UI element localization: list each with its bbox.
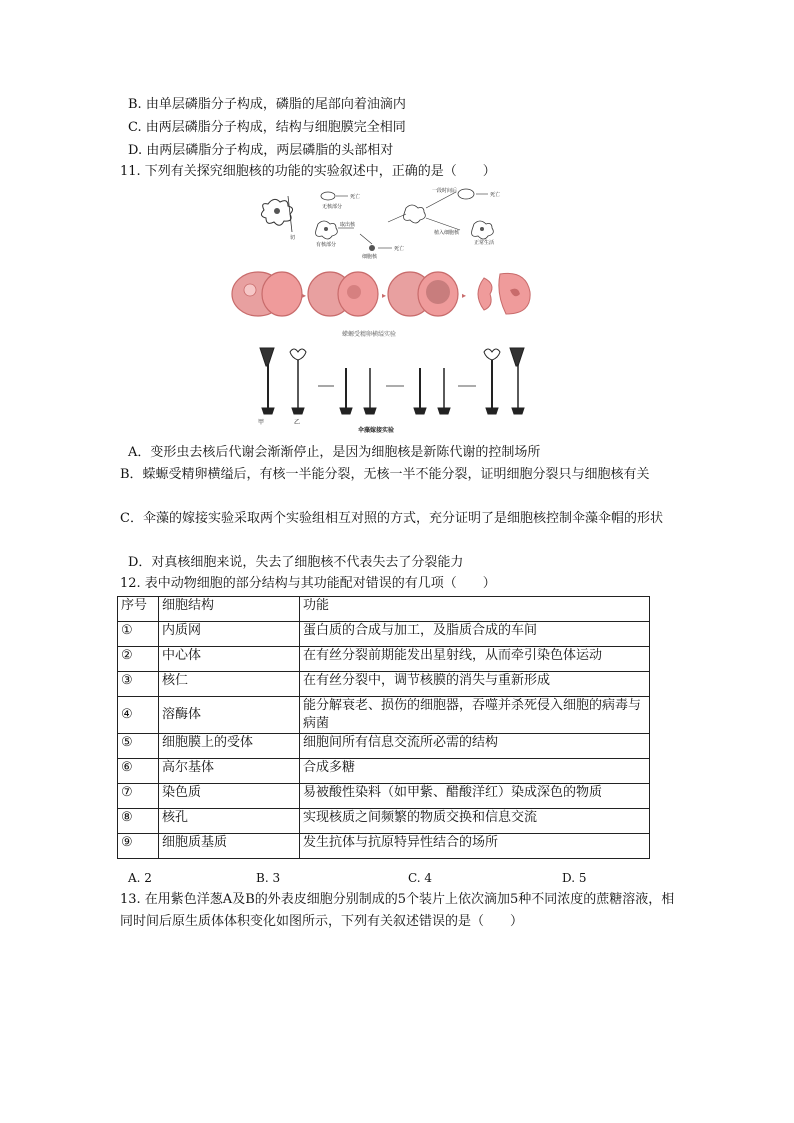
row-structure: 中心体 [159, 647, 300, 672]
row-function: 实现核质之间频繁的物质交换和信息交流 [300, 809, 650, 834]
row-index: ⑨ [118, 834, 159, 859]
table-row [118, 697, 650, 734]
header-index: 序号 [118, 597, 159, 622]
q12-answer-b: B. 3 [256, 871, 281, 885]
acetabularia-grafting-diagram [258, 348, 524, 434]
acetabularia-jia-icon [260, 348, 274, 414]
nucleus-label: 细胞核 [362, 254, 378, 260]
row-index: ① [118, 622, 159, 647]
row-function: 易被酸性染料（如甲紫、醋酸洋红）染成深色的物质 [300, 784, 650, 809]
table-row [118, 759, 650, 784]
die-label-2: 死亡 [394, 246, 405, 252]
row-index: ③ [118, 672, 159, 697]
cut-label: 切 [290, 235, 296, 241]
q11-option-d: D．对真核细胞来说，失去了细胞核不代表失去了分裂能力 [128, 555, 464, 570]
row-structure: 溶酶体 [159, 697, 300, 734]
q13-stem: 13. 在用紫色洋葱A及B的外表皮细胞分别制成的5个装片上依次滴加5种不同浓度的蔗糖溶液，相同时间后原生质体体积变化如图所示，下列有关叙述错误的是（ ） [120, 892, 675, 929]
svg-text:▸: ▸ [302, 291, 307, 300]
newt-caption: 蝾螈受精卵横缢实验 [342, 331, 397, 338]
nucleus-icon [369, 245, 375, 251]
no-nucleus-part-icon [321, 192, 335, 200]
table-header-row [118, 597, 650, 622]
svg-text:▸: ▸ [462, 291, 467, 300]
row-function: 细胞间所有信息交流所必需的结构 [300, 734, 650, 759]
zygote-cell-icon [232, 272, 302, 316]
row-structure: 染色质 [159, 784, 300, 809]
svg-text:▸: ▸ [382, 291, 387, 300]
row-index: ⑦ [118, 784, 159, 809]
q12-stem: 12. 表中动物细胞的部分结构与其功能配对错误的有几项（ ） [120, 576, 496, 591]
row-structure: 细胞膜上的受体 [159, 734, 300, 759]
table-row [118, 784, 650, 809]
jia-label: 甲 [258, 419, 265, 426]
no-nucleus-label: 无核部分 [322, 204, 343, 210]
structure-function-table [117, 596, 650, 859]
row-structure: 细胞质基质 [159, 834, 300, 859]
after-time-label: 一段时间后 [432, 188, 458, 194]
table-row [118, 734, 650, 759]
row-function: 在有丝分裂中，调节核膜的消失与重新形成 [300, 672, 650, 697]
row-function: 能分解衰老、损伤的细胞器，吞噬并杀死侵入细胞的病毒与病菌 [300, 697, 650, 734]
embryo-halves-icon [478, 273, 530, 314]
die-label-1: 死亡 [350, 194, 361, 200]
amoeba-experiment-diagram [261, 187, 500, 260]
row-function: 在有丝分裂前期能发出星射线，从而牵引染色体运动 [300, 647, 650, 672]
row-index: ④ [118, 697, 159, 734]
q11-stem: 11. 下列有关探究细胞核的功能的实验叙述中，正确的是（ ） [120, 164, 496, 179]
row-function: 合成多糖 [300, 759, 650, 784]
constricted-zygote-icon [308, 272, 378, 316]
q11-option-a: A．变形虫去核后代谢会渐渐停止，是因为细胞核是新陈代谢的控制场所 [128, 445, 541, 460]
row-structure: 内质网 [159, 622, 300, 647]
q10-option-d: D. 由两层磷脂分子构成，两层磷脂的头部相对 [128, 143, 394, 158]
q10-option-c: C. 由两层磷脂分子构成，结构与细胞膜完全相同 [128, 120, 406, 135]
table-row [118, 672, 650, 697]
table-row [118, 622, 650, 647]
q10-option-b: B. 由单层磷脂分子构成，磷脂的尾部向着油滴内 [128, 97, 406, 112]
row-index: ⑤ [118, 734, 159, 759]
acetabularia-yi-icon [290, 349, 306, 414]
row-structure: 高尔基体 [159, 759, 300, 784]
dividing-zygote-icon [388, 272, 458, 316]
normal-life-label: 正常生活 [474, 240, 495, 246]
row-function: 发生抗体与抗原特异性结合的场所 [300, 834, 650, 859]
die-label-3: 死亡 [490, 192, 501, 198]
row-index: ② [118, 647, 159, 672]
table-row [118, 834, 650, 859]
remove-nucleus-label: 取出核 [340, 222, 356, 228]
acetabularia-caption: 伞藻嫁接实验 [358, 427, 395, 434]
enucleated-amoeba-icon [404, 205, 426, 223]
q12-answer-d: D. 5 [562, 871, 587, 885]
header-function: 功能 [300, 597, 650, 622]
header-structure: 细胞结构 [159, 597, 300, 622]
table-row [118, 647, 650, 672]
table-row [118, 809, 650, 834]
q11-option-b: B．蝾螈受精卵横缢后，有核一半能分裂，无核一半不能分裂，证明细胞分裂只与细胞核有关 [120, 467, 650, 482]
row-index: ⑧ [118, 809, 159, 834]
implant-nucleus-label: 植入细胞核 [434, 230, 460, 236]
q11-option-c: C．伞藻的嫁接实验采取两个实验组相互对照的方式，充分证明了是细胞核控制伞藻伞帽的形状 [120, 511, 663, 526]
row-function: 蛋白质的合成与加工，及脂质合成的车间 [300, 622, 650, 647]
q12-answer-c: C. 4 [408, 871, 433, 885]
row-structure: 核仁 [159, 672, 300, 697]
q11-experiment-figure [230, 186, 570, 436]
yi-label: 乙 [294, 419, 301, 426]
row-structure: 核孔 [159, 809, 300, 834]
q12-answer-a: A. 2 [128, 871, 152, 885]
with-nucleus-label: 有核部分 [316, 242, 337, 248]
row-index: ⑥ [118, 759, 159, 784]
newt-zygote-diagram [232, 272, 530, 338]
